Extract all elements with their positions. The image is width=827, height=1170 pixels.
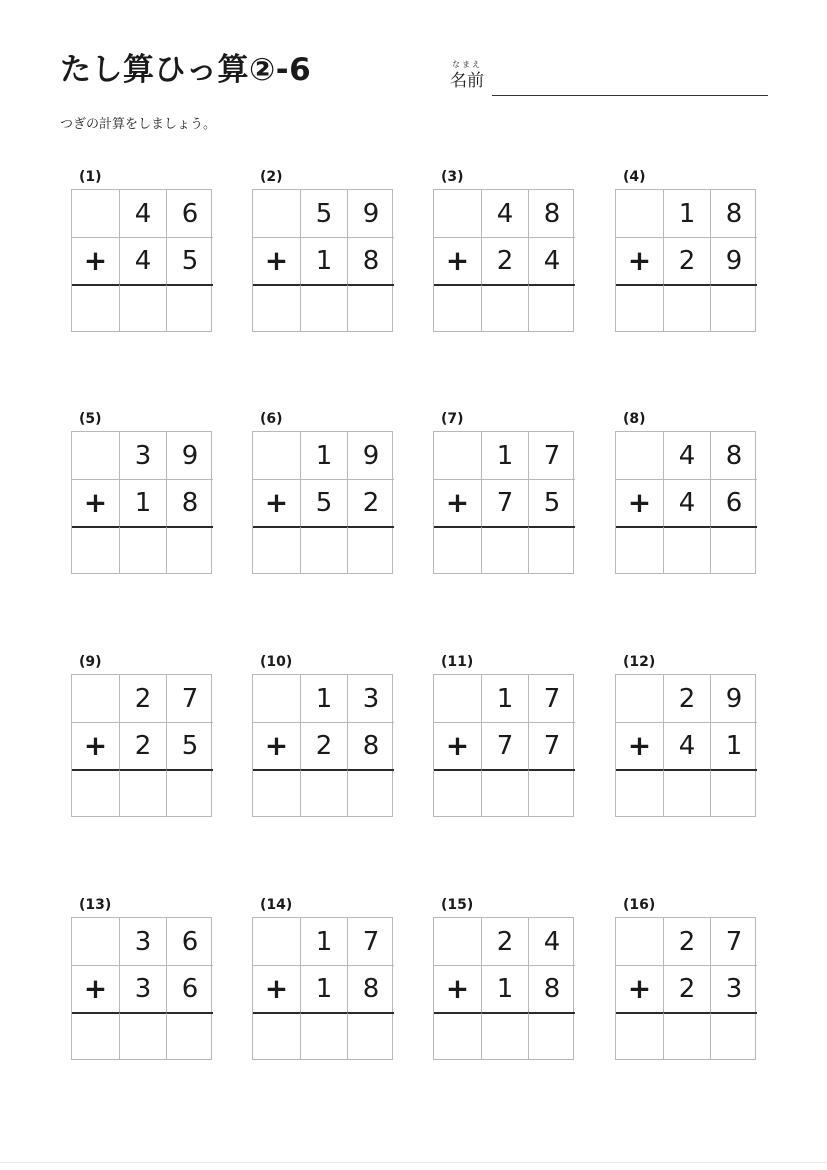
top-tens-digit: 5 [300,190,347,237]
bottom-ones-digit: 8 [347,965,394,1012]
page-bottom-divider [0,1162,827,1163]
empty-cell [434,918,481,965]
problem-grid [433,917,574,1060]
answer-hundreds-box[interactable] [72,284,119,331]
top-ones-digit: 3 [347,675,394,722]
top-ones-digit: 9 [347,432,394,479]
problem-grid [71,674,212,817]
problem [433,168,593,343]
answer-hundreds-box[interactable] [253,769,300,816]
problem-number: (12) [623,654,656,670]
bottom-tens-digit: 1 [481,965,528,1012]
bottom-tens-digit: 2 [300,722,347,769]
plus-sign: + [434,237,481,284]
bottom-ones-digit: 8 [347,722,394,769]
answer-tens-box[interactable] [300,284,347,331]
plus-sign: + [72,479,119,526]
top-tens-digit: 1 [300,918,347,965]
problem-number: (5) [79,411,102,427]
bottom-tens-digit: 2 [663,237,710,284]
bottom-ones-digit: 2 [347,479,394,526]
answer-hundreds-box[interactable] [72,1012,119,1059]
empty-cell [434,190,481,237]
name-ruby: なまえ [452,60,482,69]
answer-ones-box[interactable] [528,769,575,816]
top-ones-digit: 6 [166,190,213,237]
bottom-ones-digit: 5 [166,237,213,284]
empty-cell [253,190,300,237]
problem-grid [252,189,393,332]
problem-grid [615,674,756,817]
problem [615,653,775,828]
problem [615,410,775,585]
top-tens-digit: 4 [663,432,710,479]
problem [252,168,412,343]
answer-ones-box[interactable] [347,284,394,331]
problem-grid [71,431,212,574]
top-tens-digit: 2 [663,918,710,965]
empty-cell [616,675,663,722]
answer-tens-box[interactable] [481,1012,528,1059]
problem-grid [71,189,212,332]
bottom-tens-digit: 1 [300,237,347,284]
name-label: 名前 [450,71,484,91]
problem-grid [433,674,574,817]
bottom-ones-digit: 8 [347,237,394,284]
problem-grid [252,917,393,1060]
answer-tens-box[interactable] [663,1012,710,1059]
plus-sign: + [253,722,300,769]
answer-tens-box[interactable] [300,1012,347,1059]
plus-sign: + [434,479,481,526]
bottom-tens-digit: 7 [481,479,528,526]
problem-grid [615,917,756,1060]
empty-cell [616,190,663,237]
empty-cell [616,918,663,965]
answer-ones-box[interactable] [528,284,575,331]
top-ones-digit: 7 [528,432,575,479]
top-ones-digit: 8 [528,190,575,237]
answer-tens-box[interactable] [300,526,347,573]
problem [71,653,231,828]
problem-number: (10) [260,654,293,670]
plus-sign: + [616,965,663,1012]
top-ones-digit: 8 [710,432,757,479]
bottom-tens-digit: 4 [663,479,710,526]
answer-ones-box[interactable] [166,1012,213,1059]
plus-sign: + [434,965,481,1012]
answer-tens-box[interactable] [119,526,166,573]
answer-hundreds-box[interactable] [434,769,481,816]
top-ones-digit: 7 [528,675,575,722]
bottom-ones-digit: 1 [710,722,757,769]
empty-cell [253,675,300,722]
bottom-ones-digit: 6 [166,965,213,1012]
bottom-tens-digit: 1 [119,479,166,526]
top-tens-digit: 4 [119,190,166,237]
answer-tens-box[interactable] [119,769,166,816]
answer-ones-box[interactable] [710,526,757,573]
plus-sign: + [253,479,300,526]
top-tens-digit: 1 [481,675,528,722]
answer-hundreds-box[interactable] [616,1012,663,1059]
name-area [450,58,768,98]
empty-cell [72,432,119,479]
plus-sign: + [72,237,119,284]
answer-ones-box[interactable] [347,1012,394,1059]
answer-tens-box[interactable] [119,284,166,331]
answer-tens-box[interactable] [300,769,347,816]
problem [433,896,593,1071]
top-tens-digit: 1 [300,432,347,479]
answer-hundreds-box[interactable] [616,526,663,573]
problem-number: (2) [260,169,283,185]
bottom-ones-digit: 9 [710,237,757,284]
top-tens-digit: 2 [481,918,528,965]
answer-hundreds-box[interactable] [616,769,663,816]
problem-number: (7) [441,411,464,427]
empty-cell [253,918,300,965]
page-title: たし算ひっ算②-6 [60,52,312,88]
top-ones-digit: 8 [710,190,757,237]
problem [252,896,412,1071]
bottom-ones-digit: 6 [710,479,757,526]
problem [252,410,412,585]
problem-number: (14) [260,897,293,913]
problem-grid [252,674,393,817]
bottom-tens-digit: 2 [119,722,166,769]
plus-sign: + [616,237,663,284]
plus-sign: + [616,479,663,526]
answer-tens-box[interactable] [481,769,528,816]
problem-number: (9) [79,654,102,670]
answer-hundreds-box[interactable] [434,284,481,331]
answer-hundreds-box[interactable] [616,284,663,331]
top-ones-digit: 7 [710,918,757,965]
problem [615,168,775,343]
problem [71,410,231,585]
plus-sign: + [72,722,119,769]
top-ones-digit: 6 [166,918,213,965]
plus-sign: + [253,237,300,284]
top-tens-digit: 3 [119,432,166,479]
answer-hundreds-box[interactable] [434,526,481,573]
answer-tens-box[interactable] [119,1012,166,1059]
bottom-ones-digit: 8 [528,965,575,1012]
answer-ones-box[interactable] [710,284,757,331]
bottom-tens-digit: 4 [119,237,166,284]
problem-grid [433,189,574,332]
answer-tens-box[interactable] [663,769,710,816]
top-ones-digit: 9 [166,432,213,479]
top-tens-digit: 1 [300,675,347,722]
empty-cell [616,432,663,479]
answer-tens-box[interactable] [481,526,528,573]
problem-number: (1) [79,169,102,185]
answer-hundreds-box[interactable] [72,526,119,573]
empty-cell [72,918,119,965]
problem-number: (15) [441,897,474,913]
bottom-tens-digit: 1 [300,965,347,1012]
plus-sign: + [72,965,119,1012]
problem-number: (8) [623,411,646,427]
bottom-tens-digit: 2 [481,237,528,284]
top-ones-digit: 7 [166,675,213,722]
bottom-tens-digit: 5 [300,479,347,526]
top-tens-digit: 1 [481,432,528,479]
problem [71,896,231,1071]
answer-hundreds-box[interactable] [253,526,300,573]
problem [252,653,412,828]
top-ones-digit: 4 [528,918,575,965]
problem-grid [252,431,393,574]
answer-hundreds-box[interactable] [253,284,300,331]
top-tens-digit: 4 [481,190,528,237]
answer-ones-box[interactable] [528,1012,575,1059]
problem-grid [71,917,212,1060]
problem-number: (13) [79,897,112,913]
problem [615,896,775,1071]
answer-hundreds-box[interactable] [72,769,119,816]
answer-tens-box[interactable] [663,526,710,573]
top-tens-digit: 2 [663,675,710,722]
empty-cell [253,432,300,479]
bottom-ones-digit: 5 [528,479,575,526]
answer-ones-box[interactable] [166,284,213,331]
problem [433,410,593,585]
empty-cell [434,432,481,479]
problem-number: (3) [441,169,464,185]
answer-ones-box[interactable] [710,769,757,816]
name-write-line[interactable] [492,95,768,96]
empty-cell [72,675,119,722]
top-ones-digit: 9 [710,675,757,722]
bottom-ones-digit: 5 [166,722,213,769]
top-tens-digit: 3 [119,918,166,965]
answer-hundreds-box[interactable] [253,1012,300,1059]
answer-ones-box[interactable] [166,526,213,573]
empty-cell [434,675,481,722]
answer-ones-box[interactable] [166,769,213,816]
answer-ones-box[interactable] [347,526,394,573]
answer-ones-box[interactable] [347,769,394,816]
bottom-ones-digit: 8 [166,479,213,526]
bottom-tens-digit: 3 [119,965,166,1012]
top-ones-digit: 7 [347,918,394,965]
top-tens-digit: 1 [663,190,710,237]
bottom-tens-digit: 2 [663,965,710,1012]
bottom-tens-digit: 4 [663,722,710,769]
problem-number: (6) [260,411,283,427]
problem-grid [433,431,574,574]
plus-sign: + [616,722,663,769]
answer-tens-box[interactable] [663,284,710,331]
empty-cell [72,190,119,237]
instructions: つぎの計算をしましょう。 [60,117,217,132]
problem [433,653,593,828]
bottom-ones-digit: 7 [528,722,575,769]
answer-ones-box[interactable] [528,526,575,573]
bottom-ones-digit: 4 [528,237,575,284]
problem-grid [615,431,756,574]
problem-number: (4) [623,169,646,185]
problem-grid [615,189,756,332]
problem [71,168,231,343]
plus-sign: + [253,965,300,1012]
plus-sign: + [434,722,481,769]
problem-number: (11) [441,654,474,670]
top-ones-digit: 9 [347,190,394,237]
answer-hundreds-box[interactable] [434,1012,481,1059]
answer-tens-box[interactable] [481,284,528,331]
bottom-ones-digit: 3 [710,965,757,1012]
answer-ones-box[interactable] [710,1012,757,1059]
problem-number: (16) [623,897,656,913]
top-tens-digit: 2 [119,675,166,722]
bottom-tens-digit: 7 [481,722,528,769]
